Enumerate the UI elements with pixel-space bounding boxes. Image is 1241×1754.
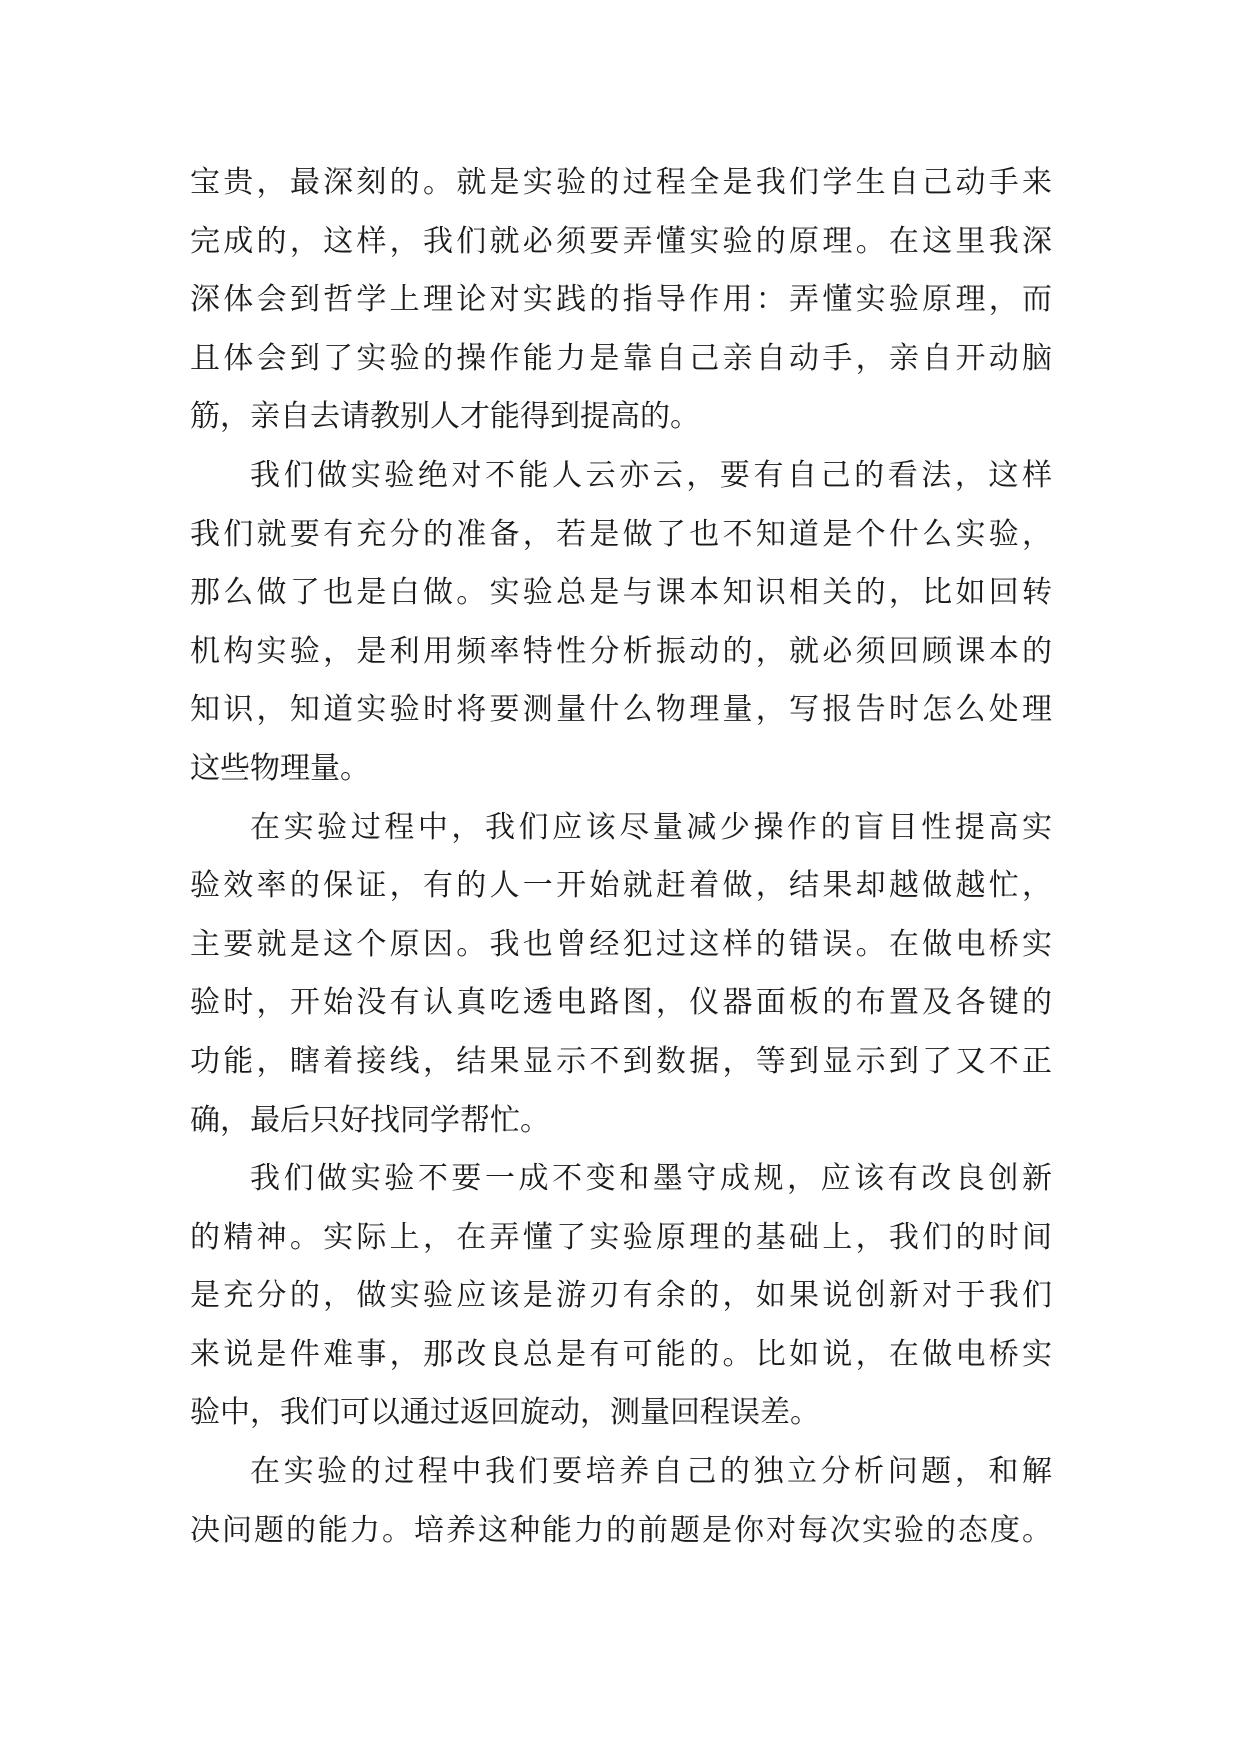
text-line: 是充分的，做实验应该是游刃有余的，如果说创新对于我们	[190, 1278, 1052, 1314]
text-line: 来说是件难事，那改良总是有可能的。比如说，在做电桥实	[190, 1336, 1052, 1372]
text-line: 宝贵，最深刻的。就是实验的过程全是我们学生自己动手来	[190, 165, 1052, 200]
paragraph-2	[190, 447, 1052, 799]
text-line: 那么做了也是白做。实验总是与课本知识相关的，比如回转	[190, 575, 1052, 611]
text-line: 主要就是这个原因。我也曾经犯过这样的错误。在做电桥实	[190, 926, 1052, 962]
document-body	[190, 154, 1052, 1560]
text-line: 功能，瞎着接线，结果显示不到数据，等到显示到了又不正	[190, 1043, 1052, 1079]
paragraph-1	[190, 154, 1052, 447]
text-line: 机构实验，是利用频率特性分析振动的，就必须回顾课本的	[190, 633, 1052, 669]
text-line: 这些物理量。	[190, 750, 370, 786]
text-line: 在实验的过程中我们要培养自己的独立分析问题，和解	[250, 1454, 1052, 1490]
text-line: 验时，开始没有认真吃透电路图，仪器面板的布置及各键的	[190, 985, 1052, 1021]
text-line: 在实验过程中，我们应该尽量减少操作的盲目性提高实	[250, 809, 1052, 845]
text-line: 深体会到哲学上理论对实践的指导作用：弄懂实验原理，而	[190, 282, 1052, 318]
paragraph-5	[190, 1443, 1052, 1560]
text-line: 验效率的保证，有的人一开始就赶着做，结果却越做越忙，	[190, 868, 1052, 904]
paragraph-4	[190, 1150, 1052, 1443]
text-line: 我们就要有充分的准备，若是做了也不知道是个什么实验，	[190, 516, 1052, 552]
text-line: 知识，知道实验时将要测量什么物理量，写报告时怎么处理	[190, 692, 1052, 728]
text-line: 的精神。实际上，在弄懂了实验原理的基础上，我们的时间	[190, 1219, 1052, 1255]
text-line: 完成的，这样，我们就必须要弄懂实验的原理。在这里我深	[190, 223, 1052, 259]
text-line: 筋，亲自去请教别人才能得到提高的。	[190, 399, 700, 435]
text-line: 验中，我们可以通过返回旋动，测量回程误差。	[190, 1395, 820, 1431]
text-line: 我们做实验绝对不能人云亦云，要有自己的看法，这样	[250, 457, 1052, 493]
text-line: 确，最后只好找同学帮忙。	[190, 1102, 550, 1138]
text-line: 决问题的能力。培养这种能力的前题是你对每次实验的态度。	[190, 1512, 1052, 1548]
text-line: 我们做实验不要一成不变和墨守成规，应该有改良创新	[250, 1161, 1052, 1197]
text-line: 且体会到了实验的操作能力是靠自己亲自动手，亲自开动脑	[190, 340, 1052, 376]
paragraph-3	[190, 799, 1052, 1151]
